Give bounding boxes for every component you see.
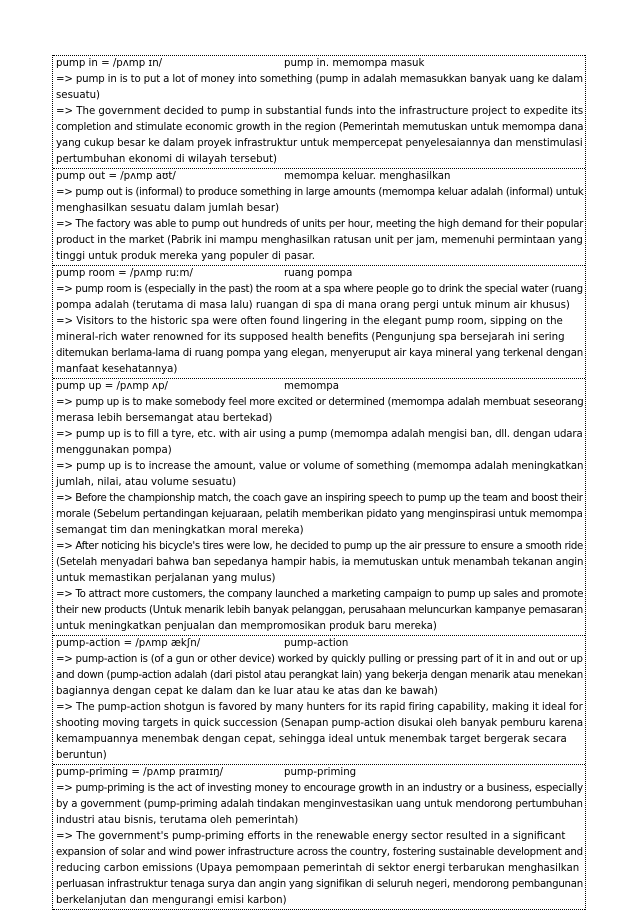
headword-translation: ruang pompa — [284, 268, 353, 279]
definition-line: => Visitors to the historic spa were often found lingering in the elegant pump room, sipping on the — [56, 316, 563, 327]
entry-headword-line — [56, 56, 583, 72]
definition-line: (Setelah menyadari bahwa ban sepedanya hampir habis, ia memutuskan untuk menambah tekanan angin — [56, 557, 584, 568]
headword-pronunciation: pump up = /pʌmp ʌp/ — [56, 381, 168, 392]
definition-line: pertumbuhan ekonomi di wilayah tersebut) — [56, 154, 277, 165]
definition-line: kemampuannya menembak dengan cepat, sehingga ideal untuk menembak target bergerak secara — [56, 734, 567, 745]
definition-line: => The government decided to pump in substantial funds into the infrastructure project to expedite its — [56, 106, 584, 117]
definition-line: beruntun) — [56, 750, 107, 761]
definition-line: berkelanjutan dan mengurangi emisi karbon) — [56, 895, 287, 906]
definition-line: expansion of solar and wind power infrastructure across the country, fostering sustainable development and — [56, 847, 583, 858]
vocabulary-table — [52, 55, 586, 910]
definition-line: => The factory was able to pump out hundreds of units per hour, meeting the high demand for their popular — [56, 219, 584, 230]
entry-row — [53, 378, 585, 635]
headword-pronunciation: pump-priming = /pʌmp praɪmɪŋ/ — [56, 767, 224, 778]
definition-line: menggunakan pompa) — [56, 445, 172, 456]
definition-line: ditemukan berlama-lama di ruang pompa yang elegan, menyeruput air kaya mineral yang terkenal dengan — [56, 348, 584, 359]
entry-headword-line — [56, 266, 583, 282]
definition-line: manfaat kesehatannya) — [56, 364, 178, 375]
definition-line: => The government's pump-priming efforts in the renewable energy sector resulted in a significant — [56, 831, 566, 842]
headword-translation: memompa — [284, 381, 339, 392]
definition-line: jumlah, nilai, atau volume sesuatu) — [56, 477, 237, 488]
entry-headword-line — [56, 636, 583, 652]
entry-row — [53, 764, 585, 910]
definition-line: industri atau bisnis, terutama oleh pemerintah) — [56, 815, 299, 826]
definition-line: => pump-action is (of a gun or other device) worked by quickly pulling or pressing part of it in and out or up — [56, 654, 583, 665]
entry-headword-line — [56, 379, 583, 395]
entry-headword-line — [56, 765, 583, 781]
definition-line: => pump-priming is the act of investing money to encourage growth in an industry or a business, especially — [56, 783, 583, 794]
definition-line: untuk memastikan perjalanan yang mulus) — [56, 573, 276, 584]
definition-line: yang cukup besar ke dalam proyek infrastruktur untuk mempercepat penyelesaiannya dan menstimulasi — [56, 138, 583, 149]
definition-line: => pump in is to put a lot of money into something (pump in adalah memasukkan banyak uang ke dalam — [56, 74, 583, 85]
definition-line: untuk meningkatkan penjualan dan mempromosikan produk baru mereka) — [56, 621, 437, 632]
definition-line: merasa lebih bersemangat atau bertekad) — [56, 413, 273, 424]
definition-line: bagiannya dengan cepat ke dalam dan ke luar atau ke atas dan ke bawah) — [56, 686, 438, 697]
definition-line: their new products (Untuk menarik lebih banyak pelanggan, perusahaan meluncurkan kampanye pemasaran — [56, 605, 583, 616]
definition-line: by a government (pump-priming adalah tindakan menginvestasikan uang untuk mendorong pertumbuhan — [56, 799, 583, 810]
headword-pronunciation: pump out = /pʌmp aʊt/ — [56, 171, 176, 182]
definition-line: => To attract more customers, the company launched a marketing campaign to pump up sales and promote — [56, 589, 584, 600]
definition-line: menghasilkan sesuatu dalam jumlah besar) — [56, 203, 280, 214]
entry-row — [53, 265, 585, 378]
definition-line: completion and stimulate economic growth in the region (Pemerintah memutuskan untuk memompa dana — [56, 122, 584, 133]
definition-line: => pump up is to make somebody feel more excited or determined (memompa adalah membuat seseorang — [56, 397, 584, 408]
definition-line: => pump up is to fill a tyre, etc. with air using a pump (memompa adalah mengisi ban, dll. dengan udara — [56, 429, 583, 440]
definition-line: semangat tim dan meningkatkan moral mereka) — [56, 525, 304, 536]
definition-line: perluasan infrastruktur tenaga surya dan angin yang signifikan di seluruh negeri, mendorong pembangunan — [56, 879, 583, 890]
entry-headword-line — [56, 169, 583, 185]
entry-row — [53, 168, 585, 265]
definition-line: pompa adalah (terutama di masa lalu) ruangan di spa di mana orang pergi untuk minum air khusus) — [56, 300, 570, 311]
definition-line: => pump room is (especially in the past) the room at a spa where people go to drink the special water (ruang — [56, 284, 583, 295]
definition-line: and down (pump-action adalah (dari pistol atau perangkat lain) yang bekerja dengan menarik atau menekan — [56, 670, 583, 681]
definition-line: => Before the championship match, the coach gave an inspiring speech to pump up the team and boost their — [56, 493, 583, 504]
headword-translation: memompa keluar. menghasilkan — [284, 171, 451, 182]
definition-line: => pump out is (informal) to produce something in large amounts (memompa keluar adalah (informal) untuk — [56, 187, 584, 198]
definition-line: => pump up is to increase the amount, value or volume of something (memompa adalah meningkatkan — [56, 461, 584, 472]
headword-pronunciation: pump-action = /pʌmp ækʃn/ — [56, 638, 201, 649]
entry-row — [53, 55, 585, 168]
definition-line: => After noticing his bicycle's tires were low, he decided to pump up the air pressure to ensure a smooth ride — [56, 541, 583, 552]
definition-line: morale (Sebelum pertandingan kejuaraan, pelatih memberikan pidato yang menginspirasi untuk memompa — [56, 509, 583, 520]
headword-translation: pump in. memompa masuk — [284, 58, 425, 69]
definition-line: reducing carbon emissions (Upaya pemompaan pemerintah di sektor energi terbarukan menghasilkan — [56, 863, 580, 874]
definition-line: shooting moving targets in quick succession (Senapan pump-action disukai oleh banyak pemburu karena — [56, 718, 583, 729]
headword-pronunciation: pump in = /pʌmp ɪn/ — [56, 58, 163, 69]
entry-row — [53, 635, 585, 764]
headword-pronunciation: pump room = /pʌmp ruːm/ — [56, 268, 193, 279]
definition-line: sesuatu) — [56, 90, 101, 101]
headword-translation: pump-action — [284, 638, 349, 649]
definition-line: tinggi untuk produk mereka yang populer di pasar. — [56, 251, 316, 262]
definition-line: mineral-rich water renowned for its supposed health benefits (Pengunjung spa bersejarah ini sering — [56, 332, 565, 343]
definition-line: product in the market (Pabrik ini mampu menghasilkan ratusan unit per jam, memenuhi permintaan yang — [56, 235, 583, 246]
definition-line: => The pump-action shotgun is favored by many hunters for its rapid firing capability, making it ideal for — [56, 702, 583, 713]
headword-translation: pump-priming — [284, 767, 357, 778]
